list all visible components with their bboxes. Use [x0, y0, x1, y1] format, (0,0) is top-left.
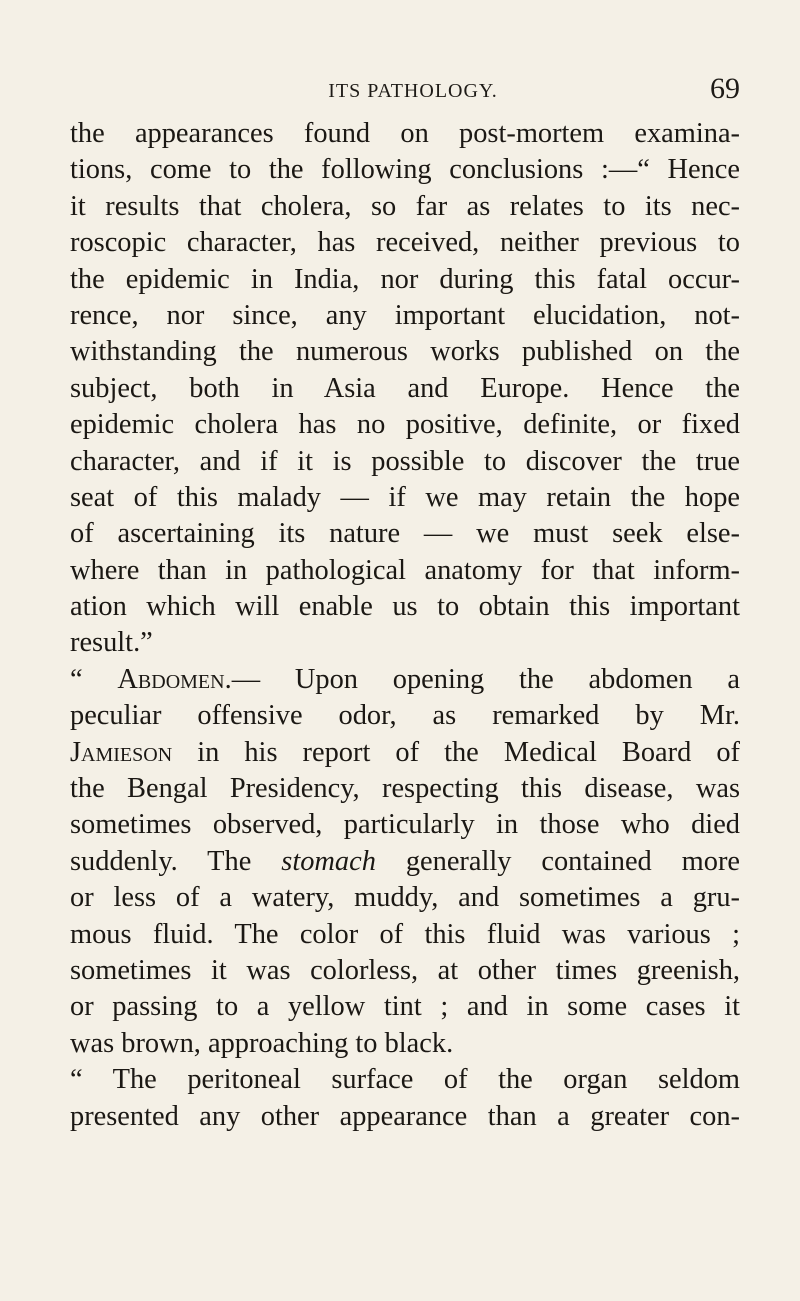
text-line: or passing to a yellow tint ; and in some cases it — [70, 991, 740, 1023]
text-line: or less of a watery, muddy, and sometimes a gru- — [70, 882, 740, 914]
text-line: withstanding the numerous works published on the — [70, 336, 740, 368]
text-line: character, and if it is possible to discover the true — [70, 445, 740, 477]
section-heading-abdomen: Abdomen. — [117, 663, 232, 695]
text-line: the epidemic in India, nor during this fatal occur- — [70, 263, 740, 295]
text-line: tions, come to the following conclusions :—“ Hence — [70, 154, 740, 186]
text-line: seat of this malady — if we may retain the hope — [70, 481, 740, 513]
text-line: of ascertaining its nature — we must seek else- — [70, 518, 740, 550]
page-number: 69 — [710, 72, 740, 105]
text-line: ation which will enable us to obtain this important — [70, 591, 740, 623]
text-line: subject, both in Asia and Europe. Hence the — [70, 372, 740, 404]
text-line: peculiar offensive odor, as remarked by Mr. — [70, 700, 740, 732]
text-line: result.” — [70, 627, 153, 659]
text-line: presented any other appearance than a greater con- — [70, 1100, 740, 1132]
page-header — [70, 72, 740, 112]
text-line: sometimes observed, particularly in those who died — [70, 809, 740, 841]
text-line: “ The peritoneal surface of the organ seldom — [70, 1064, 740, 1096]
text-line: the Bengal Presidency, respecting this disease, was — [70, 773, 740, 805]
text-run: generally contained more — [375, 845, 741, 877]
open-quote: “ — [70, 663, 118, 695]
stomach-line — [70, 844, 740, 880]
text-run: suddenly. The — [70, 845, 282, 877]
text-run: — Upon opening the abdomen a — [231, 663, 740, 695]
abdomen-heading-line — [70, 662, 740, 698]
text-line: sometimes it was colorless, at other times greenish, — [70, 954, 740, 986]
text-run: in his report of the Medical Board of — [172, 736, 740, 768]
text-line: epidemic cholera has no positive, definite, or fixed — [70, 409, 740, 441]
text-line: it results that cholera, so far as relates to its nec- — [70, 190, 740, 222]
body-text — [70, 116, 740, 1135]
jamieson-line — [70, 735, 740, 771]
running-head: ITS PATHOLOGY. — [328, 80, 498, 102]
text-line: was brown, approaching to black. — [70, 1027, 454, 1059]
author-name-jamieson: Jamieson — [70, 736, 173, 768]
text-line: the appearances found on post-mortem examina- — [70, 118, 740, 149]
text-line: rence, nor since, any important elucidation, not- — [70, 299, 740, 331]
text-line: roscopic character, has received, neither previous to — [70, 227, 740, 259]
italic-stomach: stomach — [281, 845, 376, 877]
text-line: where than in pathological anatomy for that inform- — [70, 554, 740, 586]
text-line: mous fluid. The color of this fluid was various ; — [70, 918, 740, 950]
